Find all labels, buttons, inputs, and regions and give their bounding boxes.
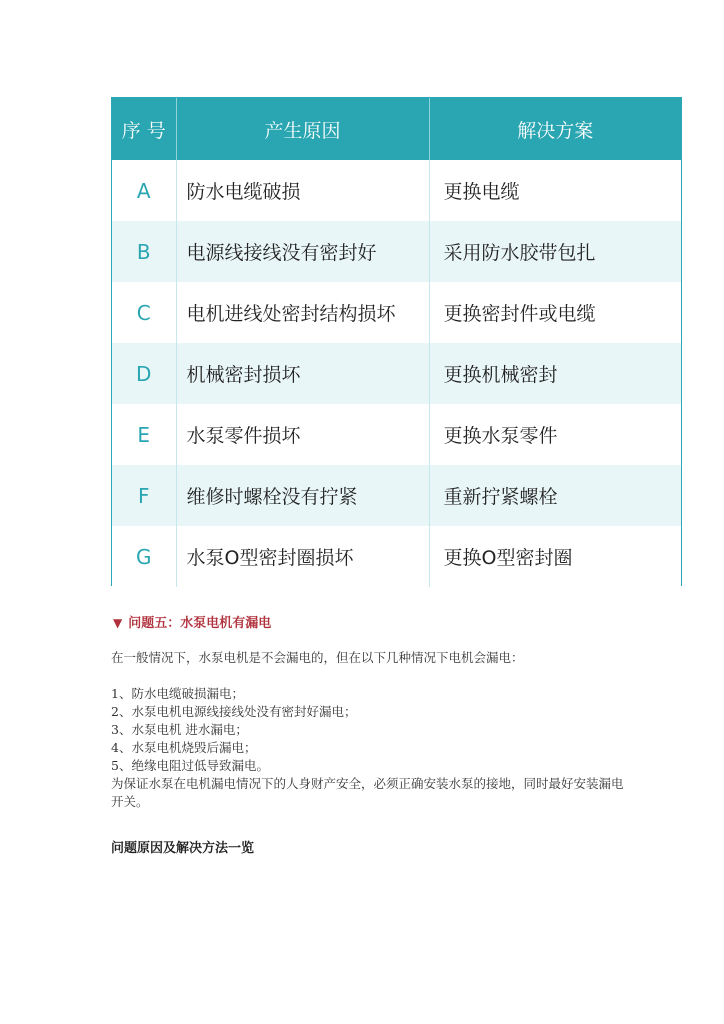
row-cause: 电源线接线没有密封好 (176, 221, 429, 282)
intro-paragraph: 在一般情况下，水泵电机是不会漏电的，但在以下几种情况下电机会漏电： (111, 650, 524, 665)
cause-solution-table (111, 97, 682, 586)
row-cause: 防水电缆破损 (176, 160, 429, 221)
row-solution: 更换机械密封 (429, 343, 681, 404)
list-item: 2、水泵电机电源线接线处没有密封好漏电； (111, 704, 357, 719)
subheading: 问题原因及解决方法一览 (111, 841, 255, 856)
section-heading (113, 612, 271, 631)
row-id: D (112, 343, 176, 404)
table-row (112, 404, 681, 465)
list-item: 3、水泵电机 进水漏电； (111, 722, 248, 737)
list-item: 5、绝缘电阻过低导致漏电。 (111, 758, 269, 773)
cause-list (111, 685, 631, 811)
section-heading-text: 问题五：水泵电机有漏电 (128, 616, 272, 631)
row-solution: 更换密封件或电缆 (429, 282, 681, 343)
row-id: B (112, 221, 176, 282)
table-row (112, 221, 681, 282)
row-solution: 采用防水胶带包扎 (429, 221, 681, 282)
row-id: E (112, 404, 176, 465)
row-id: C (112, 282, 176, 343)
row-cause: 机械密封损坏 (176, 343, 429, 404)
row-solution: 更换电缆 (429, 160, 681, 221)
table-row (112, 343, 681, 404)
table-row (112, 160, 681, 221)
row-id: F (112, 465, 176, 526)
table-header-row (112, 98, 681, 160)
list-item: 4、水泵电机烧毁后漏电； (111, 740, 257, 755)
safety-note: 为保证水泵在电机漏电情况下的人身财产安全，必须正确安装水泵的接地，同时最好安装漏电开关。 (111, 776, 624, 809)
table-row (112, 282, 681, 343)
table-row (112, 465, 681, 526)
row-cause: 电机进线处密封结构损坏 (176, 282, 429, 343)
header-number: 序 号 (112, 98, 176, 160)
row-solution: 更换O型密封圈 (429, 526, 681, 587)
row-cause: 水泵O型密封圈损坏 (176, 526, 429, 587)
row-solution: 重新拧紧螺栓 (429, 465, 681, 526)
header-cause: 产生原因 (176, 98, 429, 160)
table-row (112, 526, 681, 587)
row-cause: 维修时螺栓没有拧紧 (176, 465, 429, 526)
row-solution: 更换水泵零件 (429, 404, 681, 465)
list-item: 1、防水电缆破损漏电； (111, 686, 244, 701)
row-id: A (112, 160, 176, 221)
header-solution: 解决方案 (429, 98, 681, 160)
row-id: G (112, 526, 176, 587)
row-cause: 水泵零件损坏 (176, 404, 429, 465)
triangle-down-icon: ▼ (113, 616, 123, 630)
